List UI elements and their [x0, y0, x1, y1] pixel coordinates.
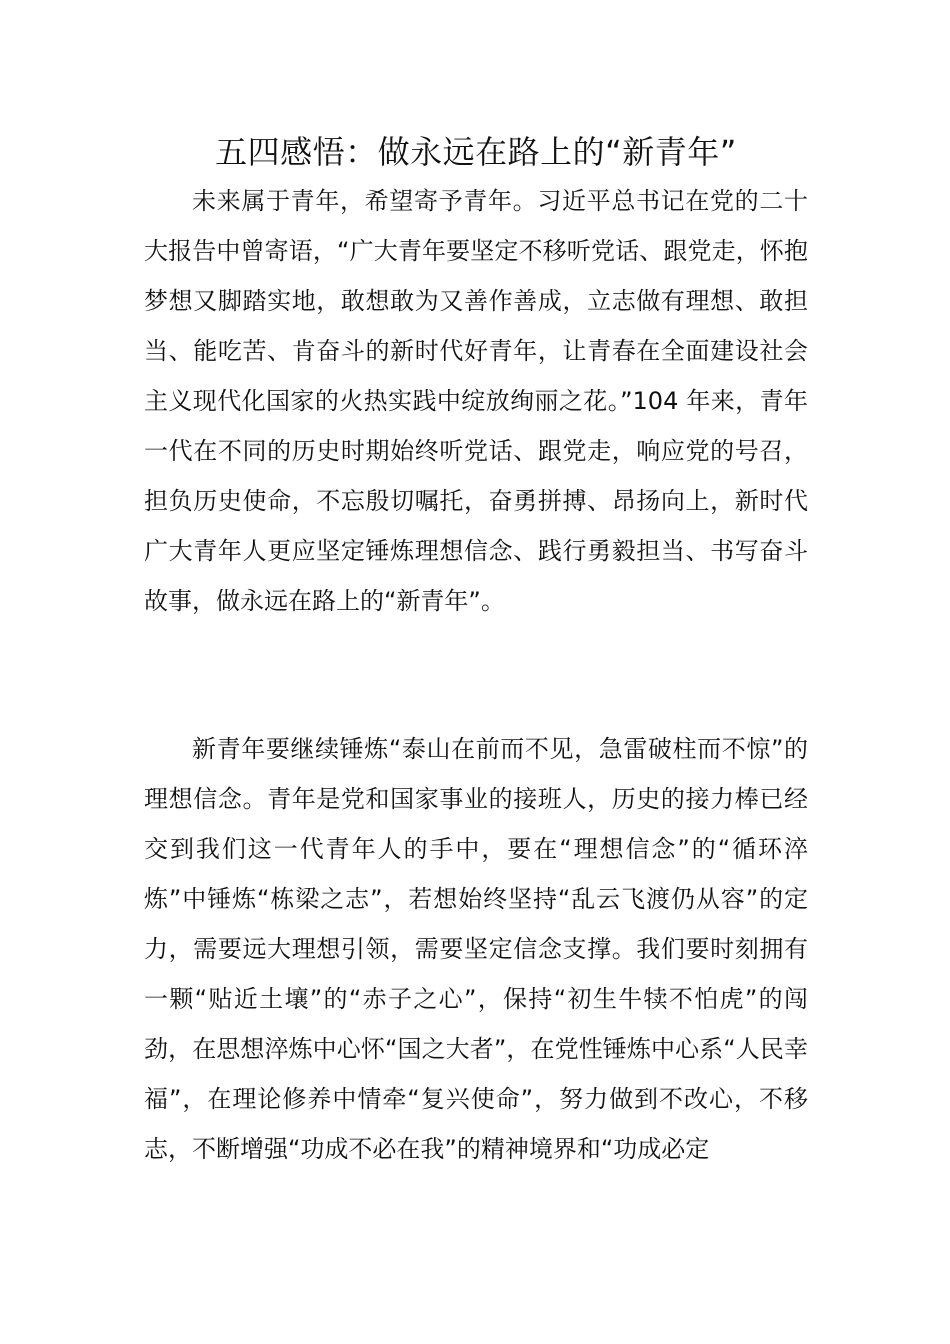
- paragraph-1: 未来属于青年，希望寄予青年。习近平总书记在党的二十大报告中曾寄语，“广大青年要坚定不移听党话、跟党走，怀抱梦想又脚踏实地，敢想敢为又善作善成，立志做有理想、敢担当、能吃苦、肯奋斗的新时代好青年，让青春在全面建设社会主义现代化国家的火热实践中绽放绚丽之花。”104 年来，青年一代在不同的历史时期始终听党话、跟党走，响应党的号召，担负历史使命，不忘殷切嘱托，奋勇拼搏、昂扬向上，新时代广大青年人更应坚定锤炼理想信念、践行勇毅担当、书写奋斗故事，做永远在路上的“新青年”。: [144, 187, 808, 615]
- document-title: 五四感悟：做永远在路上的“新青年”: [215, 133, 737, 171]
- paragraph-2: 新青年要继续锤炼“泰山在前而不见，急雷破柱而不惊”的理想信念。青年是党和国家事业的接班人，历史的接力棒已经交到我们这一代青年人的手中，要在“理想信念”的“循环淬炼”中锤炼“栋梁之志”，若想始终坚持“乱云飞渡仍从容”的定力，需要远大理想引领，需要坚定信念支撑。我们要时刻拥有一颗“贴近土壤”的“赤子之心”，保持“初生牛犊不怕虎”的闯劲，在思想淬炼中心怀“国之大者”，在党性锤炼中心系“人民幸福”，在理论修养中情牵“复兴使命”，努力做到不改心，不移志，不断增强“功成不必在我”的精神境界和“功成必定: [144, 735, 808, 1163]
